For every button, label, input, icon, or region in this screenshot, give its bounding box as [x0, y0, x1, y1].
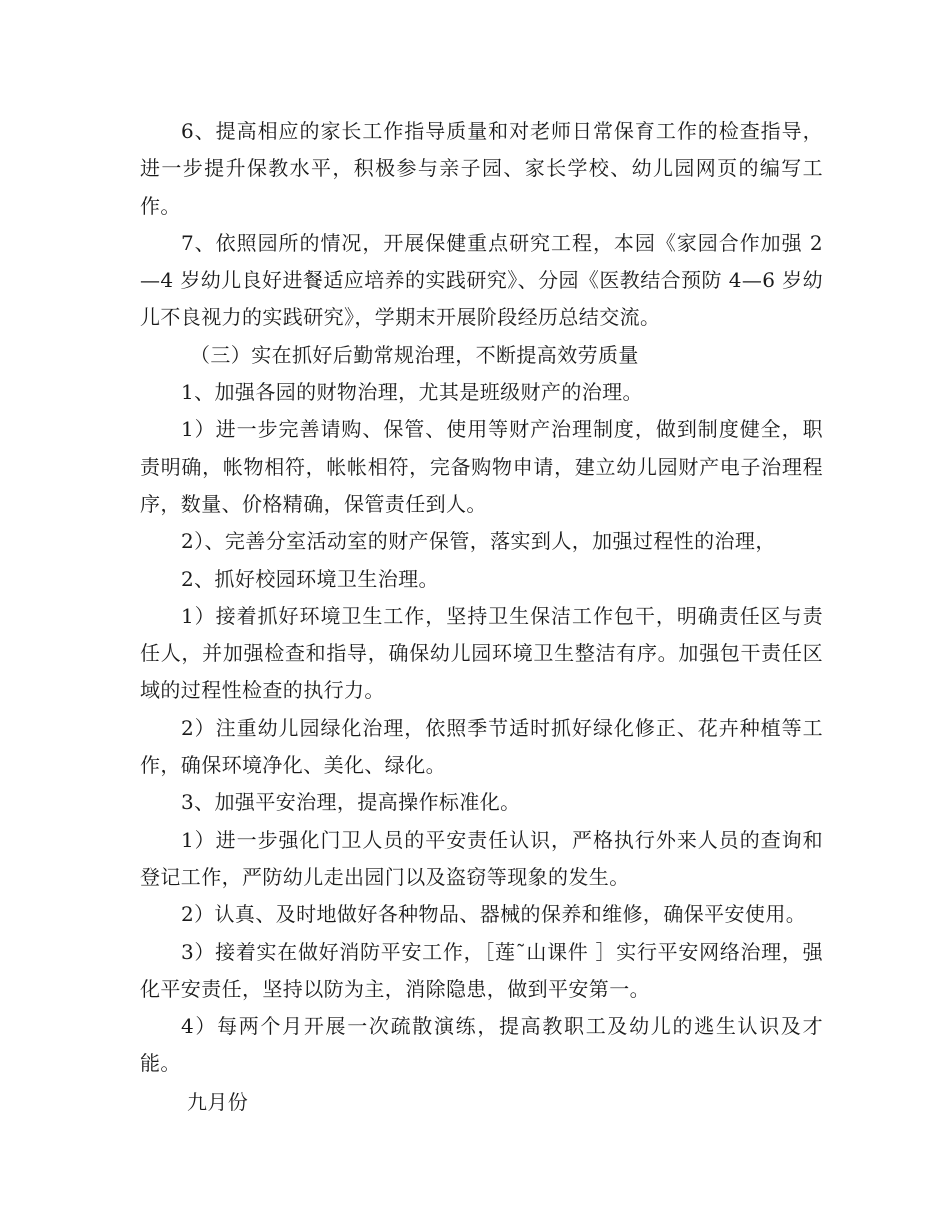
month-heading-september: 九月份 [187, 1089, 249, 1114]
document-body [140, 113, 823, 1121]
paragraph-campus-hygiene: 2、抓好校园环境卫生治理。 [181, 566, 439, 591]
paragraph-greening: 2）注重幼儿园绿化治理，依照季节适时抓好绿化修正、花卉种植等工作，确保环境净化、美化、绿化。 [140, 715, 823, 778]
paragraph-guard-safety: 1）进一步强化门卫人员的平安责任认识，严格执行外来人员的查询和登记工作，严防幼儿走出园门以及盗窃等现象的发生。 [140, 827, 823, 889]
paragraph-fire-safety: 3）接着实在做好消防平安工作，［莲˜山课件 ］实行平安网络治理，强化平安责任，坚持以防为主，消除隐患，做到平安第一。 [140, 939, 823, 1001]
paragraph-item-7-health-research: 7、依照园所的情况，开展保健重点研究工程，本园《家园合作加强 2—4 岁幼儿良好进餐适应培养的实践研究》、分园《医教结合预防 4—6 岁幼儿不良视力的实践研究》，学期末开展阶段经历总结交流。 [140, 230, 823, 330]
paragraph-evacuation-drill: 4）每两个月开展一次疏散演练，提高教职工及幼儿的逃生认识及才能。 [140, 1014, 823, 1076]
paragraph-property-management: 1、加强各园的财物治理，尤其是班级财产的治理。 [181, 380, 643, 405]
paragraph-safety-management: 3、加强平安治理，提高操作标准化。 [181, 790, 521, 815]
section-heading-logistics: （三）实在抓好后勤常规治理，不断提高效劳质量 [190, 342, 639, 367]
paragraph-hygiene-work: 1）接着抓好环境卫生工作，坚持卫生保洁工作包干，明确责任区与责任人，并加强检查和指导，确保幼儿园环境卫生整洁有序。加强包干责任区域的过程性检查的执行力。 [140, 603, 823, 703]
paragraph-room-property: 2）、完善分室活动室的财产保管，落实到人，加强过程性的治理， [181, 529, 776, 554]
paragraph-equipment-maintenance: 2）认真、及时地做好各种物品、器械的保养和维修，确保平安使用。 [181, 902, 807, 927]
paragraph-property-system: 1）进一步完善请购、保管、使用等财产治理制度，做到制度健全，职责明确，帐物相符，帐帐相符，完备购物申请，建立幼儿园财产电子治理程序，数量、价格精确，保管责任到人。 [140, 417, 823, 516]
paragraph-item-6-parent-guidance: 6、提高相应的家长工作指导质量和对老师日常保育工作的检查指导，进一步提升保教水平，积极参与亲子园、家长学校、幼儿园网页的编写工作。 [140, 119, 823, 218]
